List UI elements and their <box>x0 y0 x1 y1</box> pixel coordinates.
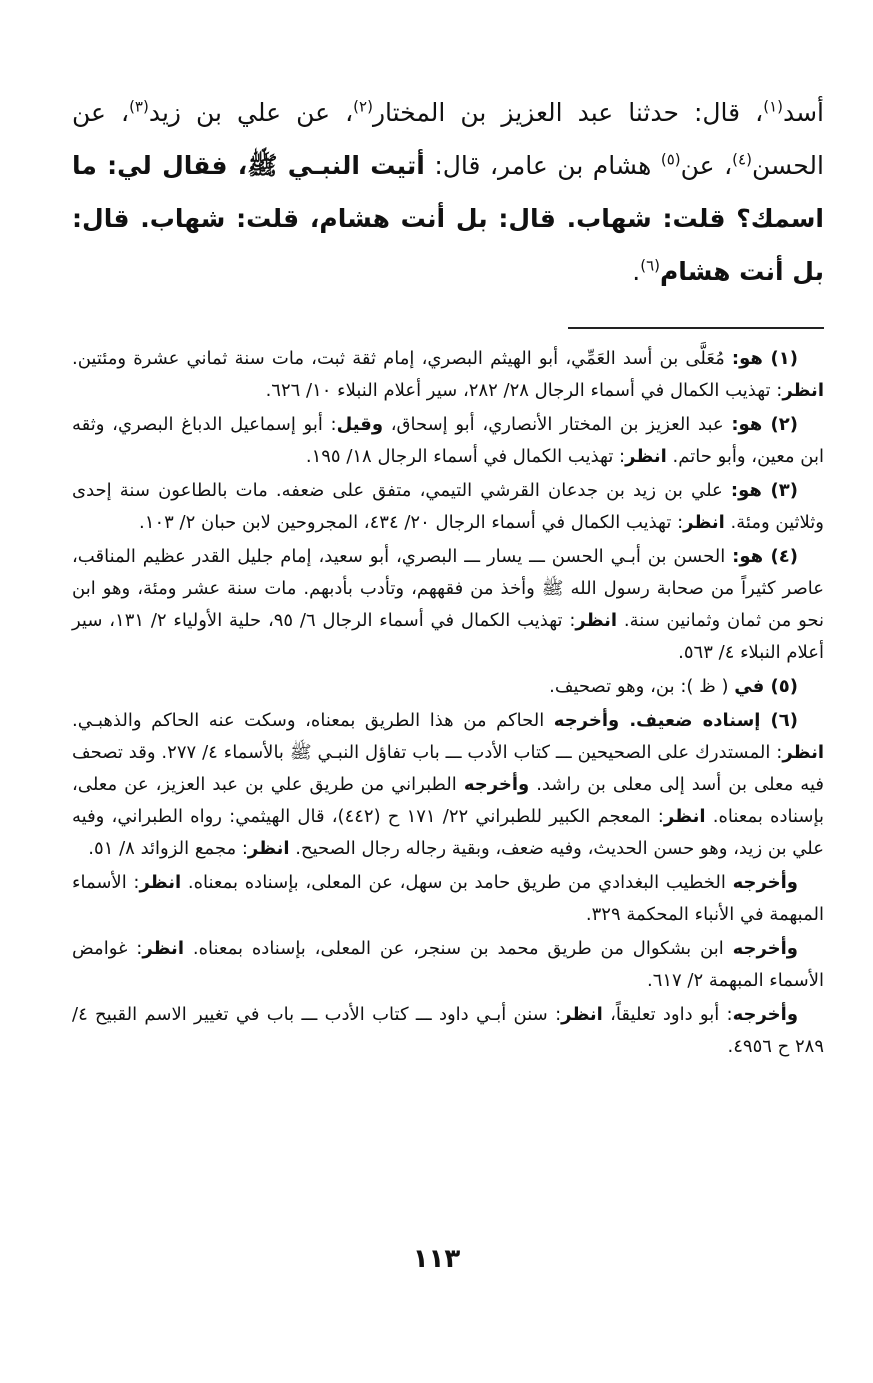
footnote-text: عبد العزيز بن المختار الأنصاري، أبو إسحاق، <box>383 414 732 435</box>
footnote-6-continuation-3 <box>72 999 824 1063</box>
footnote-6-continuation-1 <box>72 867 824 931</box>
footnote-reference: : تهذيب الكمال في أسماء الرجال ٢٠/ ٤٣٤، المجروحين لابن حبان ٢/ ١٠٣. <box>139 512 684 533</box>
text-segment: ، قال: حدثنا عبد العزيز بن المختار <box>372 98 764 127</box>
footnote-text: الخطيب البغدادي من طريق حامد بن سهل، عن المعلى، بإسناده بمعناه. <box>181 872 733 893</box>
see-label: انظر <box>782 380 824 401</box>
see-label: انظر <box>683 512 725 533</box>
footnote-marker: (٥) <box>660 150 681 169</box>
see-label: انظر <box>247 838 290 859</box>
footnote-text: علي بن زيد بن جدعان القرشي التيمي، متفق على ضعفه. مات بالطاعون سنة إحدى وثلاثين ومئة. <box>72 480 824 533</box>
footnote-text: : أبو إسماعيل الدباغ البصري، وثقه ابن معين، وأبو حاتم. <box>72 414 824 467</box>
extracted-label: وأخرجه <box>732 872 798 893</box>
see-label: انظر <box>561 1004 603 1025</box>
footnote-number: (٣) هو: <box>730 480 798 501</box>
extracted-label: وأخرجه <box>732 1004 799 1025</box>
footnote-reference: : تهذيب الكمال في أسماء الرجال ١٨/ ١٩٥. <box>305 446 626 467</box>
see-label: انظر <box>139 872 182 893</box>
hadith-matn: أتيت النبـي ﷺ، فقال لي: ما اسمك؟ قلت: شهاب. قال: بل أنت هشام، قلت: شهاب. قال: بل أنت هشام <box>72 151 824 286</box>
footnote-3 <box>72 475 824 539</box>
footnote-text: الحاكم من هذا الطريق بمعناه، وسكت عنه الحاكم والذهبـي. <box>72 710 554 731</box>
main-hadith-text <box>72 86 824 298</box>
footnote-number: (٦) إسناده ضعيف. <box>619 710 798 731</box>
footnote-marker: (٢) <box>353 97 373 116</box>
text-segment: ، عن علي بن زيد <box>148 98 354 127</box>
see-label: انظر <box>575 610 618 631</box>
see-label: انظر <box>625 446 667 467</box>
footnote-text: الحسن بن أبـي الحسن ـــ يسار ـــ البصري، أبو سعيد، إمام جليل القدر عظيم المناقب، عاصر كثيراً من صحابة رسول الله ﷺ وأخذ من فقههم، وتأدب بأدبهم. مات سنة عشر ومئة، وهو ابن نحو من ثمان وثمانين سنة. <box>72 546 824 631</box>
footnote-number: (٤) هو: <box>732 546 798 567</box>
footnote-text: : المستدرك على الصحيحين ـــ كتاب الأدب ـــ باب تفاؤل النبـي ﷺ بالأسماء ٤/ ٢٧٧. وقد تصحف فيه معلى بن أسد إلى معلى بن راشد. <box>72 742 824 795</box>
footnote-6 <box>72 705 824 865</box>
text-segment: . <box>632 257 641 286</box>
text-segment: ، عن الحسن <box>72 98 824 180</box>
footnote-1 <box>72 343 824 407</box>
see-label: انظر <box>782 742 825 763</box>
footnote-reference: : تهذيب الكمال في أسماء الرجال ٢٨/ ٢٨٢، سير أعلام النبلاء ١٠/ ٦٢٦. <box>265 380 783 401</box>
footnote-6-continuation-2 <box>72 933 824 997</box>
footnote-text: : المعجم الكبير للطبراني ٢٢/ ١٧١ ح (٤٤٢)، قال الهيثمي: رواه الطبراني، وفيه علي بن زيد، وهو حسن الحديث، وفيه ضعف، وبقية رجاله رجال الصحيح. <box>72 806 824 859</box>
footnote-reference: : الأسماء المبهمة في الأنباء المحكمة ٣٢٩. <box>72 872 824 925</box>
extracted-label: وأخرجه <box>463 774 530 795</box>
footnote-text: : أبو داود تعليقاً، <box>602 1004 733 1025</box>
footnote-number: (١) هو: <box>731 348 798 369</box>
text-segment: هشام بن عامر، قال: <box>424 151 661 180</box>
footnote-marker: (٤) <box>732 150 752 169</box>
footnote-text: : مجمع الزوائد ٨/ ٥١. <box>88 838 248 859</box>
footnote-reference: : تهذيب الكمال في أسماء الرجال ٦/ ٩٥، حلية الأولياء ٢/ ١٣١، سير أعلام النبلاء ٤/ ٥٦٣. <box>72 610 824 663</box>
footnote-separator <box>568 327 824 329</box>
text-segment: أسد <box>782 98 824 127</box>
footnote-2 <box>72 409 824 473</box>
footnote-4 <box>72 541 824 669</box>
footnote-marker: (٦) <box>640 256 660 275</box>
said-label: وقيل <box>336 414 384 435</box>
footnote-reference: : غوامض الأسماء المبهمة ٢/ ٦١٧. <box>72 938 824 991</box>
footnote-text: ابن بشكوال من طريق محمد بن سنجر، عن المعلى، بإسناده بمعناه. <box>184 938 733 959</box>
footnote-marker: (٣) <box>129 97 149 116</box>
footnote-5 <box>72 671 824 703</box>
extracted-label: وأخرجه <box>732 938 798 959</box>
extracted-label: وأخرجه <box>553 710 620 731</box>
footnote-text: الطبراني من طريق علي بن عبد العزيز، عن معلى، بإسناده بمعناه. <box>72 774 824 827</box>
text-segment: ، عن <box>680 151 733 180</box>
book-page <box>72 86 824 1065</box>
see-label: انظر <box>142 938 184 959</box>
see-label: انظر <box>663 806 706 827</box>
footnote-number: (٢) هو: <box>731 414 798 435</box>
footnote-text: ( ظ ): بن، وهو تصحيف. <box>549 676 735 697</box>
footnote-marker: (١) <box>763 97 783 116</box>
footnote-reference: : سنن أبـي داود ـــ كتاب الأدب ـــ باب في تغيير الاسم القبيح ٤/ ٢٨٩ ح ٤٩٥٦. <box>72 1004 824 1057</box>
footnote-text: مُعَلَّى بن أسد العَمِّي، أبو الهيثم البصري، إمام ثقة ثبت، مات سنة ثماني عشرة ومئتين. <box>72 348 732 369</box>
page-number: ١١٣ <box>412 1244 461 1274</box>
footnote-number: (٥) في <box>734 676 798 697</box>
